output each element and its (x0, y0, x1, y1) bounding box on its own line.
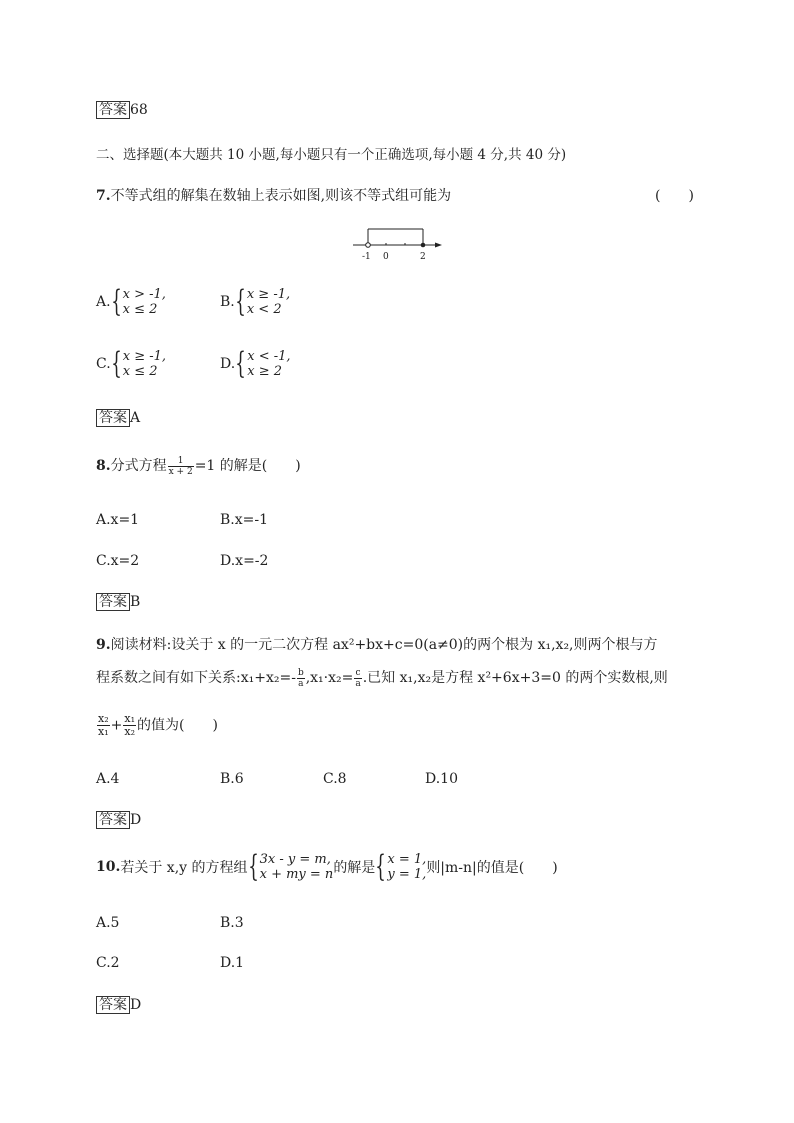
q9-line1 (96, 634, 658, 654)
q9-expr-f2-num: x₁ (124, 712, 135, 725)
q10-sys2-line2: y = 1, (387, 867, 427, 882)
q8-option-d: D.x=-2 (220, 553, 269, 569)
q7-option-d-label: D. (220, 356, 236, 372)
q8-option-b: B.x=-1 (220, 512, 269, 528)
number-line-svg (350, 226, 450, 262)
q7-stem (96, 185, 451, 205)
q9-option-a: A.4 (96, 771, 120, 787)
q7-option-b-line2: x < 2 (246, 302, 282, 317)
q9-frac1-den: a (298, 678, 304, 689)
q7-option-c (96, 346, 167, 381)
q9-frac-c-a (354, 668, 361, 689)
q9-answer: D (130, 812, 142, 828)
q10-text-a: 若关于 x,y 的方程组 (120, 860, 248, 876)
axis-label-minus1: -1 (362, 252, 371, 262)
q10-answer-row (96, 996, 141, 1014)
q10-sys1-line1: 3x - y = m, (259, 852, 331, 867)
q7-number: 7. (96, 188, 111, 204)
q10-number: 10. (96, 859, 121, 875)
q10-option-d: D.1 (220, 955, 245, 971)
answer-label: 答案 (96, 811, 130, 829)
q8-answer: B (130, 594, 141, 610)
open-point-minus1 (366, 243, 371, 248)
q7-option-b-line1: x ≥ -1, (246, 287, 291, 302)
q8-stem (96, 455, 301, 477)
q7-option-a-line1: x > -1, (122, 287, 166, 302)
q7-option-a-line2: x ≤ 2 (122, 302, 158, 317)
q9-line2 (96, 667, 668, 689)
closed-point-2 (421, 243, 426, 248)
q9-line3 (96, 713, 218, 738)
q7-option-c-line2: x ≤ 2 (122, 364, 158, 379)
q9-expr-frac1 (97, 713, 110, 738)
brace-icon: { (247, 849, 259, 884)
q9-expr-f2-den: x₂ (124, 725, 135, 738)
q8-answer-row (96, 593, 140, 611)
number-line-figure (350, 226, 450, 262)
q9-number: 9. (96, 637, 111, 653)
q7-option-d-line1: x < -1, (247, 349, 291, 364)
q7-answer: A (130, 410, 141, 426)
q8-option-c: C.x=2 (96, 553, 140, 569)
q7-option-d-line2: x ≥ 2 (247, 364, 283, 379)
q9-option-c: C.8 (323, 771, 347, 787)
q7-option-c-label: C. (96, 356, 111, 372)
q9-frac2-den: a (355, 678, 361, 689)
q7-option-a (96, 284, 166, 319)
q8-text-before: 分式方程 (110, 458, 167, 474)
q10-stem (96, 849, 558, 884)
q7-text: 不等式组的解集在数轴上表示如图,则该不等式组可能为 (110, 188, 452, 204)
q9-line2-a: 程系数之间有如下关系:x₁+x₂=- (96, 670, 296, 686)
q9-expr-f1-den: x₁ (98, 725, 109, 738)
q7-option-b-label: B. (220, 294, 235, 310)
q9-option-b: B.6 (220, 771, 244, 787)
q10-answer: D (130, 997, 142, 1013)
answer-label: 答案 (96, 409, 130, 427)
section-heading: 二、选择题(本大题共 10 小题,每小题只有一个正确选项,每小题 4 分,共 40 分) (96, 147, 567, 163)
q9-line3-tail: 的值为( ) (136, 717, 218, 734)
q10-sys2-line1: x = 1, (387, 852, 427, 867)
q9-expr-plus: + (110, 717, 123, 734)
q8-frac-num: 1 (177, 455, 184, 466)
brace-icon: { (235, 284, 246, 319)
answer-label: 答案 (96, 996, 130, 1014)
answer-prev-row (96, 101, 148, 119)
q7-option-a-label: A. (96, 294, 111, 310)
q10-sys1-line2: x + my = n (259, 867, 334, 882)
answer-value: 68 (130, 102, 148, 118)
q9-line2-b: ,x₁·x₂= (305, 670, 354, 686)
q8-text-after: =1 的解是( ) (194, 458, 301, 474)
q9-frac2-num: c (355, 667, 361, 678)
q10-option-a: A.5 (96, 915, 120, 931)
q8-fraction (168, 456, 194, 477)
q9-frac1-num: b (297, 667, 304, 678)
q9-option-d: D.10 (425, 771, 458, 787)
q9-expr-frac2 (123, 713, 136, 738)
answer-label: 答案 (96, 593, 130, 611)
q9-expr-f1-num: x₂ (98, 712, 109, 725)
q9-answer-row (96, 811, 141, 829)
q10-option-b: B.3 (220, 915, 244, 931)
brace-icon: { (110, 284, 122, 319)
brace-icon: { (235, 346, 246, 381)
q7-paren: ( ) (655, 188, 694, 204)
q10-option-c: C.2 (96, 955, 120, 971)
q8-frac-den: x + 2 (168, 466, 193, 477)
q7-option-b (220, 284, 291, 319)
q8-number: 8. (96, 458, 111, 474)
axis-label-2: 2 (420, 252, 426, 262)
answer-label: 答案 (96, 101, 130, 119)
q8-option-a: A.x=1 (96, 512, 140, 528)
q9-frac-b-a (297, 668, 305, 689)
q7-answer-row (96, 409, 140, 427)
axis-arrow (435, 243, 442, 248)
brace-icon: { (110, 346, 122, 381)
q10-text-c: 则|m-n|的值是( ) (426, 860, 558, 876)
brace-icon: { (375, 849, 387, 884)
q9-line1-text: 阅读材料:设关于 x 的一元二次方程 ax²+bx+c=0(a≠0)的两个根为 x₁,x₂,则两个根与方 (110, 637, 658, 653)
q7-option-c-line1: x ≥ -1, (122, 349, 167, 364)
q7-option-d (220, 346, 291, 381)
axis-label-0: 0 (383, 252, 389, 262)
q9-line2-c: .已知 x₁,x₂是方程 x²+6x+3=0 的两个实数根,则 (362, 670, 668, 686)
q10-text-b: 的解是 (333, 860, 376, 876)
